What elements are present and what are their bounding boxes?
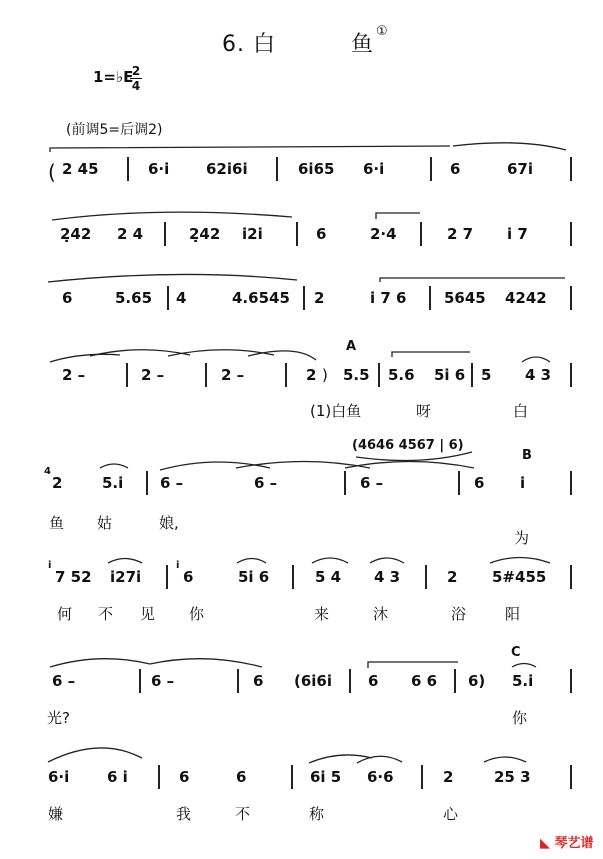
note-group: 2 bbox=[314, 289, 325, 307]
note-group: 5.i bbox=[512, 672, 534, 690]
note-group: 6 bbox=[450, 160, 461, 178]
lyric: 光? bbox=[47, 709, 70, 727]
note-group: 6 bbox=[62, 289, 73, 307]
grace-note: 4 bbox=[44, 466, 51, 477]
lyric: 我 bbox=[176, 805, 192, 823]
lyric: 为 bbox=[514, 529, 530, 547]
note-group: 4 3 bbox=[374, 568, 401, 586]
note-group: i bbox=[520, 474, 526, 492]
lyric: 不 bbox=[235, 805, 251, 823]
note-group: 6·6 bbox=[367, 768, 394, 786]
section-marker-a: A bbox=[346, 339, 357, 354]
note-group: i27i bbox=[110, 568, 142, 586]
note-group: 2̣42 bbox=[60, 225, 92, 243]
note-group: 5.5 bbox=[343, 366, 370, 384]
meter-bottom: 4 bbox=[131, 79, 141, 93]
note-group: 5 bbox=[481, 366, 492, 384]
lyric: 姑 bbox=[97, 514, 113, 532]
footnote-mark: ① bbox=[376, 24, 388, 39]
note-group: 6 bbox=[183, 568, 194, 586]
note-group: i 7 6 bbox=[370, 289, 407, 307]
note-group: 2 – bbox=[141, 366, 165, 384]
song-title-char: 鱼 bbox=[351, 32, 375, 57]
note-group: 2 45 bbox=[62, 160, 99, 178]
note-group: 4 bbox=[176, 289, 187, 307]
note-group: 6 – bbox=[360, 474, 384, 492]
meter-top: 2 bbox=[131, 64, 141, 78]
note-group: 6 bbox=[236, 768, 247, 786]
note-group: 6) bbox=[468, 672, 486, 690]
lyric: 何 bbox=[57, 605, 73, 623]
note-group: 5.65 bbox=[115, 289, 153, 307]
note-group: 2 bbox=[447, 568, 458, 586]
key-signature: 1=♭E bbox=[93, 68, 134, 86]
note-group: 5.i bbox=[102, 474, 124, 492]
note-group: 2 bbox=[306, 366, 317, 384]
note-group: 6·i bbox=[48, 768, 70, 786]
lyric: 心 bbox=[443, 805, 459, 823]
note-group: 2 – bbox=[221, 366, 245, 384]
note-group: 6 – bbox=[254, 474, 278, 492]
note-group: 62i6i bbox=[206, 160, 248, 178]
lyric: (1)白鱼 bbox=[310, 402, 362, 420]
lyric: 鱼 bbox=[49, 514, 65, 532]
note-group: 5#455 bbox=[492, 568, 547, 586]
note-group: 5645 bbox=[444, 289, 486, 307]
note-group: 7 52 bbox=[55, 568, 92, 586]
lyric: 嫌 bbox=[48, 805, 64, 823]
lyric: 阳 bbox=[505, 605, 521, 623]
note-group: 2·4 bbox=[370, 225, 397, 243]
note-group: 6 bbox=[179, 768, 190, 786]
lyric: 娘, bbox=[159, 514, 179, 532]
lyric: 白 bbox=[513, 402, 529, 420]
note-group: 6 bbox=[316, 225, 327, 243]
note-group: ( bbox=[48, 160, 56, 184]
lyric: 沐 bbox=[373, 605, 389, 623]
tuning-note: (前调5=后调2) bbox=[66, 122, 163, 138]
note-group: 2 bbox=[443, 768, 454, 786]
section-marker-c: C bbox=[511, 645, 521, 660]
note-group: 6 – bbox=[160, 474, 184, 492]
note-group: 6i 5 bbox=[310, 768, 342, 786]
lyric: 不 bbox=[98, 605, 114, 623]
note-group: (6i6i bbox=[294, 672, 333, 690]
note-group: 6i65 bbox=[298, 160, 335, 178]
grace-note: i bbox=[48, 560, 52, 571]
note-group: 4242 bbox=[505, 289, 547, 307]
note-group: 6 bbox=[368, 672, 379, 690]
lyric: 你 bbox=[189, 605, 205, 623]
note-group: 6 i bbox=[107, 768, 128, 786]
note-group: 67i bbox=[507, 160, 534, 178]
note-group: 6 bbox=[474, 474, 485, 492]
note-group: 5i 6 bbox=[434, 366, 466, 384]
logo-icon: ◣ bbox=[540, 836, 555, 851]
note-group: 6·i bbox=[363, 160, 385, 178]
note-group: 5i 6 bbox=[238, 568, 270, 586]
note-group: 5.6 bbox=[388, 366, 415, 384]
note-group: 4 3 bbox=[525, 366, 552, 384]
watermark-text: 琴艺谱 bbox=[554, 836, 594, 851]
note-group: 2 bbox=[52, 474, 63, 492]
lyric: 称 bbox=[309, 805, 325, 823]
note-group: 6 – bbox=[151, 672, 175, 690]
note-group: 6 bbox=[253, 672, 264, 690]
note-group: 4.6545 bbox=[232, 289, 290, 307]
lyric: 呀 bbox=[416, 402, 432, 420]
lyric: 浴 bbox=[451, 605, 467, 623]
song-title: 6. 白 bbox=[222, 32, 276, 57]
note-group: 6 6 bbox=[411, 672, 438, 690]
note-group: i2i bbox=[242, 225, 263, 243]
interlude: (4646 4567 | 6) bbox=[352, 438, 464, 453]
watermark bbox=[540, 832, 594, 851]
note-group: 2 7 bbox=[447, 225, 474, 243]
lyric: 来 bbox=[314, 605, 330, 623]
lyric: 你 bbox=[512, 709, 528, 727]
note-group: 5 4 bbox=[315, 568, 342, 586]
note-group: 2̣42 bbox=[189, 225, 221, 243]
note-group: 2 – bbox=[62, 366, 86, 384]
note-group: 6·i bbox=[148, 160, 170, 178]
note-group: i 7 bbox=[507, 225, 528, 243]
section-marker-b: B bbox=[522, 448, 532, 463]
note-group: ) bbox=[322, 366, 328, 384]
note-group: 6 – bbox=[52, 672, 76, 690]
grace-note: i bbox=[176, 560, 180, 571]
lyric: 见 bbox=[140, 605, 156, 623]
note-group: 2 4 bbox=[117, 225, 144, 243]
note-group: 25 3 bbox=[494, 768, 531, 786]
